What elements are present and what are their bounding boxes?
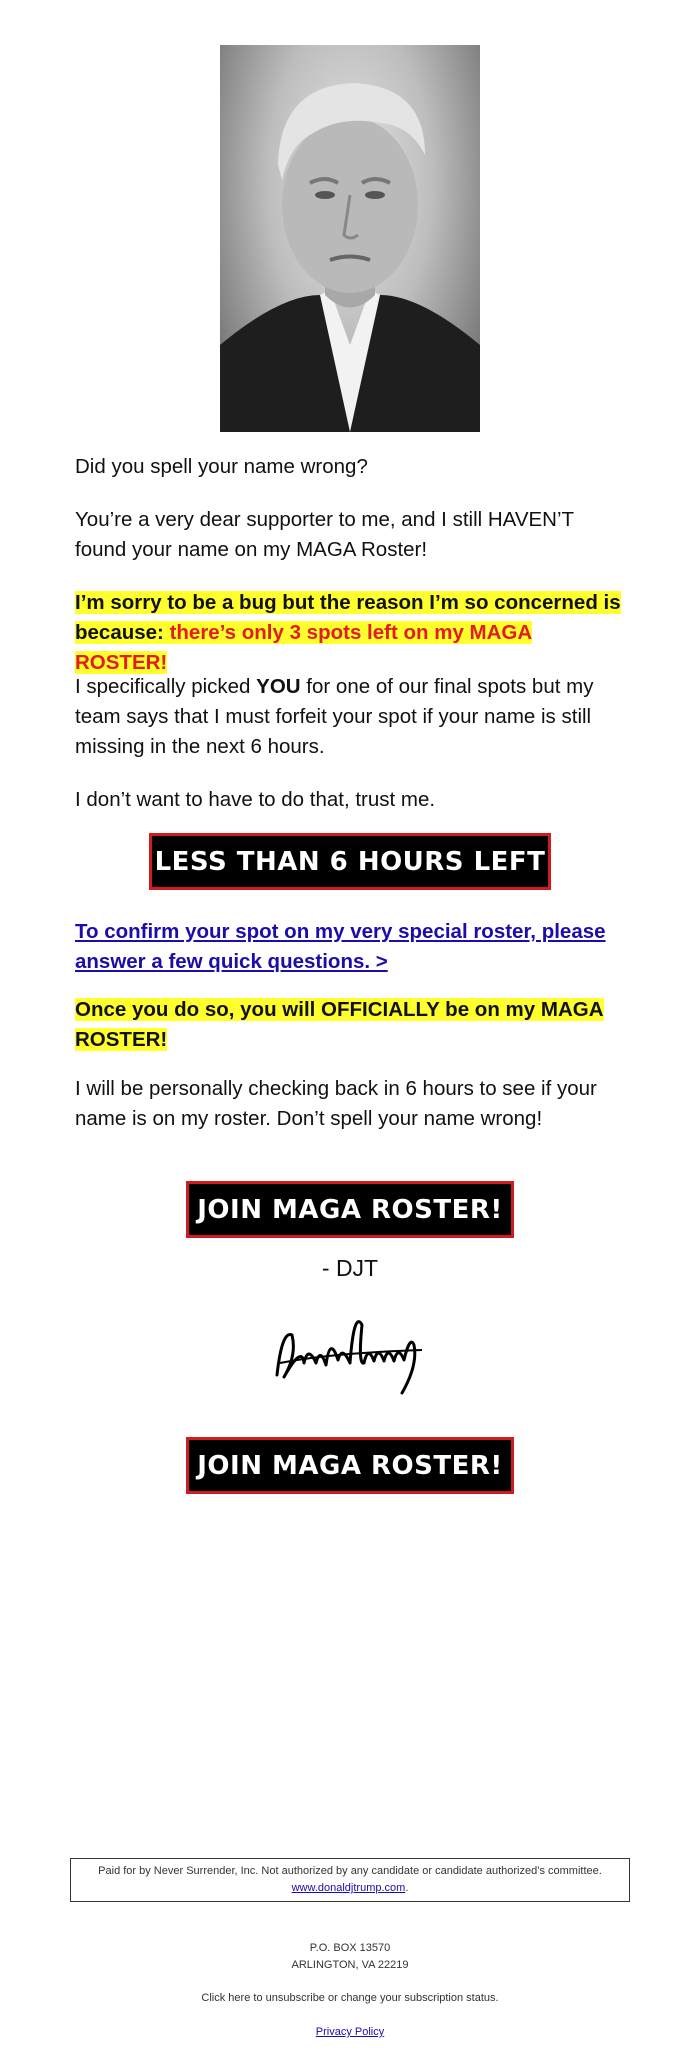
signature-image [272, 1305, 432, 1397]
privacy-policy-link[interactable]: Privacy Policy [315, 2026, 385, 2038]
signoff: - DJT [321, 1255, 379, 1281]
paragraph-2-part-c: for one of our final spots but my team says that I must forfeit your spot if your name is still missing in the next 6 hours. [75, 675, 594, 758]
paragraph-2-emphasis: YOU [256, 675, 301, 698]
paragraph-2-part-a: I specifically picked [75, 675, 257, 698]
city-address: ARLINGTON, VA 22219 [291, 1959, 409, 1971]
paragraph-1-text: You’re a very dear supporter to me, and I still HAVEN’T found your name on my MAGA Roster! [75, 508, 574, 561]
paragraph-4-text: I will be personally checking back in 6 hours to see if your name is on my roster. Don’t spell your name wrong! [75, 1077, 597, 1130]
highlight-block-1 [75, 588, 625, 678]
paid-for-text: Paid for by Never Surrender, Inc. Not authorized by any candidate or candidate authorized’s committee. [98, 1865, 602, 1877]
paragraph-1 [75, 505, 625, 565]
paragraph-3 [75, 785, 625, 815]
highlight-block-2 [75, 995, 625, 1055]
website-suffix: . [405, 1882, 409, 1894]
portrait-illustration [220, 45, 480, 432]
paragraph-2 [75, 672, 625, 762]
greeting-text: Did you spell your name wrong? [75, 455, 368, 478]
po-box: P.O. BOX 13570 [309, 1942, 391, 1954]
portrait-photo [220, 45, 480, 432]
time-left-banner[interactable]: LESS THAN 6 HOURS LEFT [149, 833, 551, 890]
confirm-spot-link[interactable]: To confirm your spot on my very special roster, please answer a few quick questions. > [75, 920, 606, 973]
unsubscribe-link[interactable]: Click here to unsubscribe or change your subscription status. [201, 1992, 499, 2004]
website-link[interactable]: www.donaldjtrump.com [291, 1882, 406, 1894]
greeting-block [75, 452, 625, 482]
disclaimer-box [70, 1858, 630, 1902]
confirm-link-block [75, 917, 625, 977]
join-roster-button-1[interactable]: JOIN MAGA ROSTER! [186, 1181, 514, 1238]
highlight-1-part-a: I’m sorry to be a bug but the reason I’m so concerned is because: [75, 591, 621, 644]
paragraph-4 [75, 1074, 625, 1134]
join-roster-button-2[interactable]: JOIN MAGA ROSTER! [186, 1437, 514, 1494]
highlight-1-part-b: there’s only 3 spots left on my MAGA ROSTER! [75, 621, 533, 674]
highlight-2-text: Once you do so, you will OFFICIALLY be on my MAGA ROSTER! [75, 998, 604, 1051]
paragraph-3-text: I don’t want to have to do that, trust me. [75, 788, 436, 811]
